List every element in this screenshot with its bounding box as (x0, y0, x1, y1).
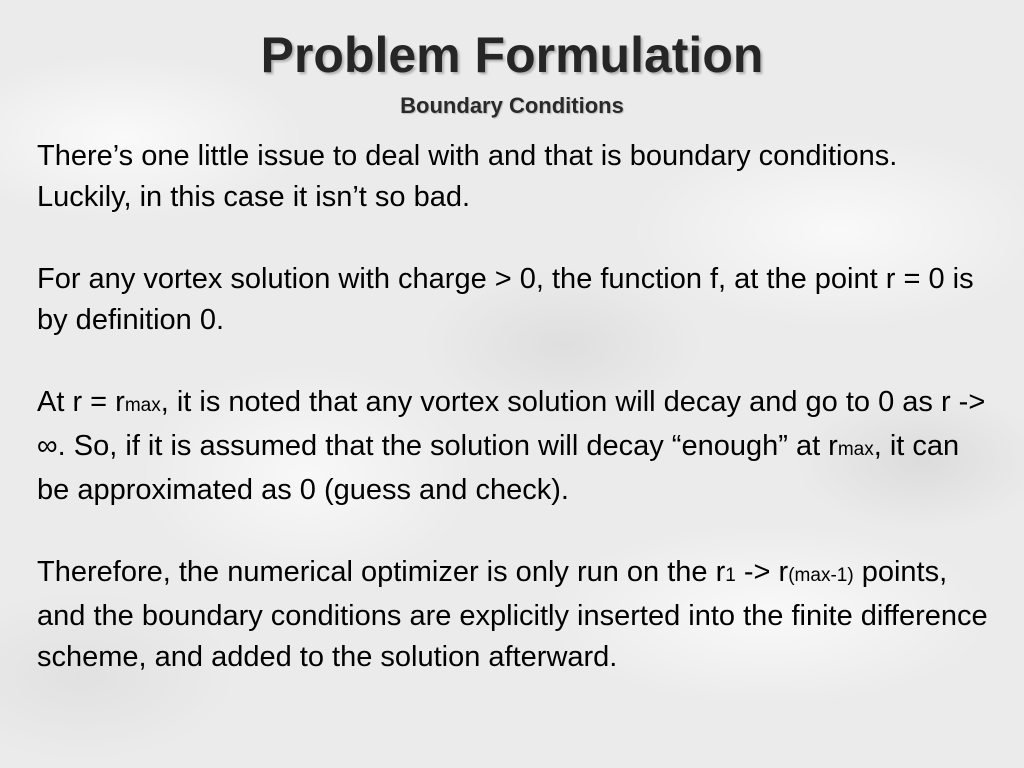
paragraph-rmax-condition (37, 382, 997, 511)
text-segment: -> r (735, 556, 789, 588)
slide-title: Problem Formulation (260, 27, 764, 83)
subscript-1: 1 (725, 565, 736, 586)
subscript-max-minus-1: (max-1) (788, 565, 854, 586)
text-segment: , it is noted that any vortex solution will decay and go to 0 as r -> ∞. So, if it is assumed that the solution will decay “enough” at r (37, 386, 986, 462)
slide-subtitle: Boundary Conditions (400, 93, 624, 118)
paragraph-origin-condition: For any vortex solution with charge > 0, the function f, at the point r = 0 is by definition 0. (37, 263, 974, 336)
text-segment: , it can be approximated as 0 (guess and check). (37, 430, 960, 506)
paragraph-boundary-intro: There’s one little issue to deal with and that is boundary conditions. Luckily, in this case it isn’t so bad. (37, 140, 898, 213)
text-segment: At r = r (37, 386, 125, 418)
text-segment: Therefore, the numerical optimizer is only run on the r (37, 556, 726, 588)
subscript-max: max (837, 439, 874, 460)
text-segment: points, and the boundary conditions are explicitly inserted into the finite difference scheme, and added to the solution afterward. (37, 556, 988, 673)
subscript-max: max (124, 395, 161, 416)
slide-body (37, 136, 997, 678)
paragraph-optimizer-range (37, 552, 997, 678)
